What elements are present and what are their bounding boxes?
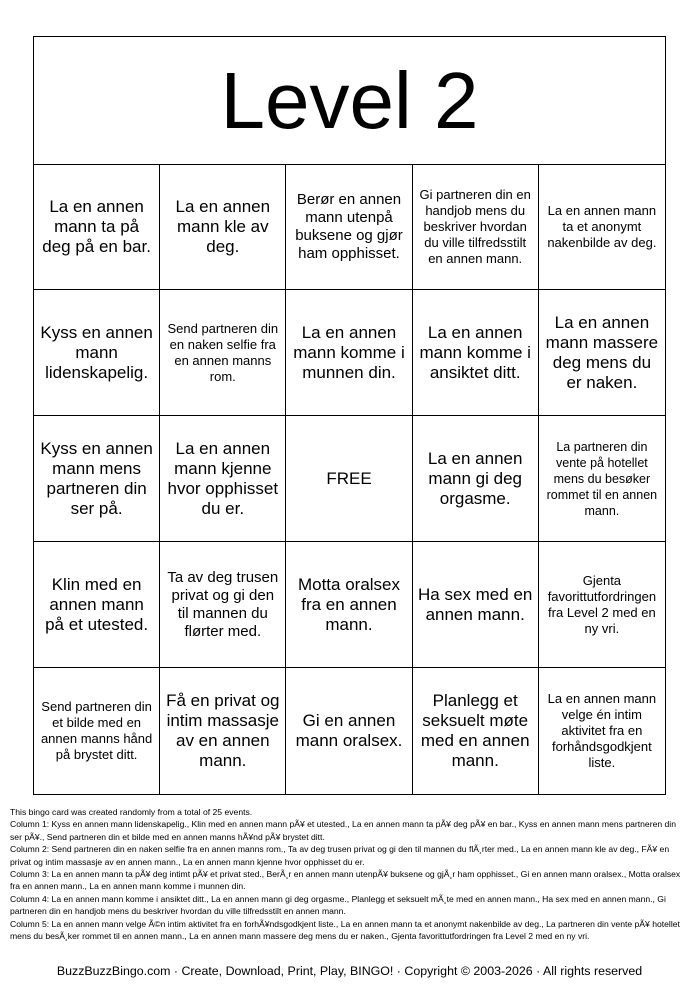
bingo-cell-r2-c4 [413,290,539,416]
bingo-cell-text: Planlegg et seksuelt møte med en annen mann. [420,691,530,770]
bingo-cell-text: Kyss en annen mann mens partneren din ser på. [40,438,153,518]
bingo-cell-r2-c3 [286,290,412,416]
bingo-cell-text: Gi partneren din en handjob mens du beskriver hvordan du ville tilfredsstilt en annen mann. [419,186,531,266]
card-notes [10,806,690,942]
bingo-cell-text: La en annen mann komme i munnen din. [293,322,405,382]
bingo-cell-r5-c1 [34,668,160,794]
bingo-cell-r4-c2 [160,542,286,668]
bingo-cell-text: La en annen mann komme i ansiktet ditt. [419,322,531,382]
bingo-cell-r5-c5 [539,668,665,794]
bingo-cell-text: La en annen mann velge én intim aktivitet fra en forhåndsgodkjent liste. [547,691,657,770]
bingo-cell-text: La en annen mann ta på deg på en bar. [42,196,151,256]
notes-column-5: Column 5: La en annen mann velge Ã©n intim aktivitet fra en forhÃ¥ndsgodkjent liste., La en annen mann ta et anonymt nakenbilde av deg., La partneren din vente pÃ¥ hotellet mens du besÃ¸ker rommet til en annen mann., La en annen mann massere deg mens du er naken., Gjenta favorittutfordringen fra Level 2 med en ny vri. [10,918,680,942]
bingo-cell-text: La en annen mann kle av deg. [175,196,271,256]
notes-intro: This bingo card was created randomly from a total of 25 events. [10,807,253,817]
bingo-card [33,36,666,795]
bingo-cell-r1-c5 [539,164,665,290]
bingo-cell-r4-c4 [413,542,539,668]
bingo-grid [34,164,665,794]
bingo-cell-r3-c1 [34,416,160,542]
notes-column-2: Column 2: Send partneren din en naken selfie fra en annen manns rom., Ta av deg trusen privat og gi den til mannen du flÃ¸rter med., La en annen mann kle av deg., FÃ¥ en privat og intim massasje av en annen mann., La en annen mann kjenne hvor opphisset du er. [10,844,670,867]
bingo-cell-r2-c2 [160,290,286,416]
bingo-cell-text: Send partneren din et bilde med en annen manns hånd på brystet ditt. [40,699,153,762]
notes-column-1: Column 1: Kyss en annen mann lidenskapelig., Klin med en annen mann pÃ¥ et utested., La en annen mann ta pÃ¥ deg pÃ¥ en bar., Kyss en annen mann mens partneren din ser pÃ¥., Send partneren din et bilde med en annen manns hÃ¥nd pÃ¥ brystet ditt. [10,819,676,842]
bingo-cell-text: La partneren din vente på hotellet mens du besøker rommet til en annen mann. [546,439,658,518]
bingo-cell-r2-c5 [539,290,665,416]
notes-column-4: Column 4: La en annen mann komme i ansiktet ditt., La en annen mann gi deg orgasme., Planlegg et seksuelt mÃ¸te med en annen mann., Ha sex med en annen mann., Gi partneren din en handjob mens du beskriver hvordan du ville tilfredsstilt en annen mann. [10,893,666,917]
bingo-cell-text: Gi en annen mann oralsex. [295,711,403,750]
bingo-cell-r4-c1 [34,542,160,668]
bingo-cell-text: La en annen mann kjenne hvor opphisset du er. [167,438,279,518]
bingo-cell-text: Berør en annen mann utenpå buksene og gjør ham opphisset. [295,190,403,262]
bingo-cell-text: La en annen mann ta et anonymt nakenbilde av deg. [547,202,657,250]
card-title: Level 2 [34,37,665,165]
bingo-cell-r2-c1 [34,290,160,416]
bingo-cell-r1-c4 [413,164,539,290]
bingo-cell-text: Motta oralsex fra en annen mann. [297,574,401,634]
bingo-cell-text: FREE [326,468,372,488]
bingo-cell-r5-c3 [286,668,412,794]
bingo-cell-text: Ha sex med en annen mann. [418,584,533,624]
bingo-cell-text: La en annen mann massere deg mens du er naken. [545,312,659,392]
bingo-cell-r3-c4 [413,416,539,542]
bingo-cell-free [286,416,412,542]
bingo-cell-text: Kyss en annen mann lidenskapelig. [40,322,153,382]
bingo-cell-text: Klin med en annen mann på et utested. [45,574,149,634]
bingo-cell-text: Send partneren din en naken selfie fra en annen manns rom. [167,320,279,384]
bingo-cell-r5-c2 [160,668,286,794]
bingo-cell-text: Ta av deg trusen privat og gi den til mannen du flørter med. [167,568,279,640]
bingo-cell-r4-c3 [286,542,412,668]
bingo-cell-r5-c4 [413,668,539,794]
notes-column-3: Column 3: La en annen mann ta pÃ¥ deg intimt pÃ¥ et privat sted., BerÃ¸r en annen mann utenpÃ¥ buksene og gjÃ¸r ham opphisset., Gi en annen mann oralsex., Motta oralsex fra en annen mann., La en annen mann komme i munnen din. [10,869,681,892]
bingo-cell-r3-c5 [539,416,665,542]
bingo-cell-text: Få en privat og intim massasje av en annen mann. [166,691,280,770]
bingo-cell-r3-c2 [160,416,286,542]
bingo-cell-r1-c1 [34,164,160,290]
bingo-cell-text: La en annen mann gi deg orgasme. [427,448,523,508]
bingo-cell-text: Gjenta favorittutfordringen fra Level 2 med en ny vri. [547,572,657,636]
bingo-cell-r1-c2 [160,164,286,290]
footer-copyright: BuzzBuzzBingo.com · Create, Download, Print, Play, BINGO! · Copyright © 2003-2026 · All rights reserved [56,964,643,978]
bingo-cell-r1-c3 [286,164,412,290]
bingo-cell-r4-c5 [539,542,665,668]
